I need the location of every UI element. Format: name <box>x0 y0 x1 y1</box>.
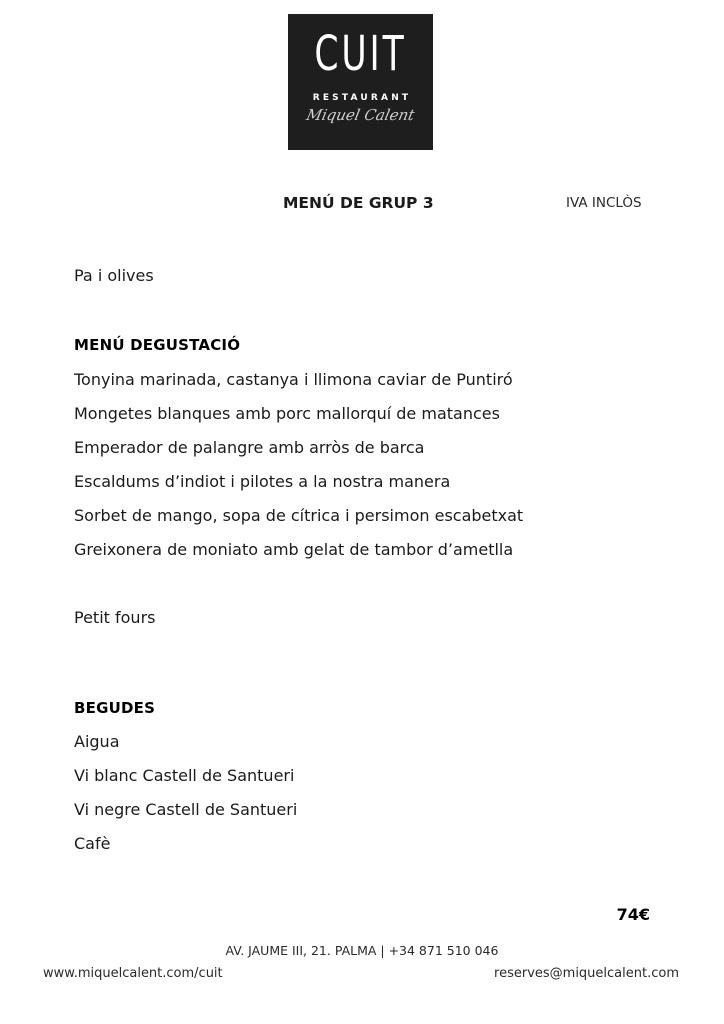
email-link[interactable]: reserves@miquelcalent.com <box>494 966 679 981</box>
drink-item: Aigua <box>74 732 120 751</box>
logo-signature: Miquel Calent <box>304 106 417 124</box>
menu-item: Tonyina marinada, castanya i llimona caviar de Puntiró <box>74 370 513 389</box>
menu-item: Escaldums d’indiot i pilotes a la nostra manera <box>74 472 451 491</box>
menu-title: MENÚ DE GRUP 3 <box>283 194 434 212</box>
menu-price: 74€ <box>616 905 650 924</box>
petit-fours-item: Petit fours <box>74 608 156 627</box>
tax-note: IVA INCLÒS <box>566 195 642 211</box>
starter-item: Pa i olives <box>74 266 154 285</box>
tasting-menu-heading: MENÚ DEGUSTACIÓ <box>74 336 241 354</box>
website-link[interactable]: www.miquelcalent.com/cuit <box>43 966 223 981</box>
menu-item: Sorbet de mango, sopa de cítrica i persimon escabetxat <box>74 506 524 525</box>
restaurant-logo <box>288 14 433 150</box>
menu-item: Mongetes blanques amb porc mallorquí de matances <box>74 404 500 423</box>
footer-address: AV. JAUME III, 21. PALMA | +34 871 510 046 <box>225 943 499 958</box>
drink-item: Cafè <box>74 834 111 853</box>
logo-wordmark: CUIT <box>314 26 407 82</box>
logo-subtitle: RESTAURANT <box>312 93 412 103</box>
drink-item: Vi negre Castell de Santueri <box>74 800 298 819</box>
menu-item: Greixonera de moniato amb gelat de tambor d’ametlla <box>74 540 514 559</box>
drinks-heading: BEGUDES <box>74 699 156 717</box>
menu-item: Emperador de palangre amb arròs de barca <box>74 438 425 457</box>
drink-item: Vi blanc Castell de Santueri <box>74 766 295 785</box>
